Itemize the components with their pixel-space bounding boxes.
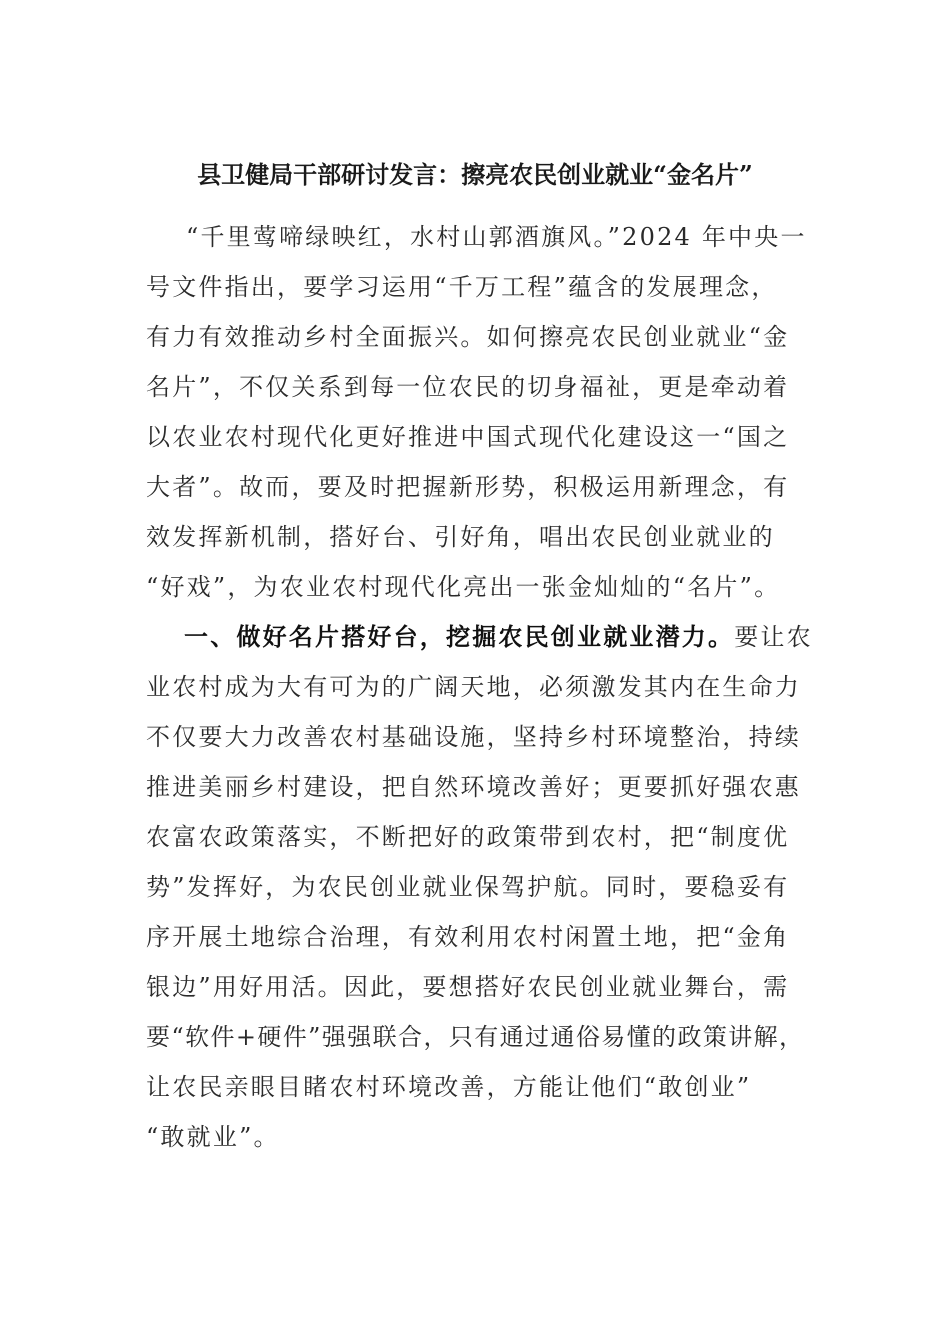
paragraph-2-line: 不仅要大力改善农村基础设施，坚持乡村环境整治，持续: [146, 723, 801, 751]
document-title: 县卫健局干部研讨发言：擦亮农民创业就业“金名片”: [197, 160, 753, 189]
paragraph-2-line: 序开展土地综合治理，有效利用农村闲置土地，把“金角: [146, 923, 790, 951]
paragraph-1-line: 效发挥新机制，搭好台、引好角，唱出农民创业就业的: [146, 523, 775, 551]
section-heading: 一、做好名片搭好台，挖掘农民创业就业潜力。: [184, 622, 735, 651]
paragraph-2-line: 要“软件+硬件”强强联合，只有通过通俗易懂的政策讲解，: [146, 1023, 805, 1051]
paragraph-2-line: 势”发挥好，为农民创业就业保驾护航。同时，要稳妥有: [146, 873, 790, 901]
paragraph-1-line: 号文件指出，要学习运用“千万工程”蕴含的发展理念，: [146, 273, 778, 301]
paragraph-1-line: “千里莺啼绿映红，水村山郭酒旗风。”2024 年中央一: [186, 223, 807, 251]
paragraph-1-line: “好戏”，为农业农村现代化亮出一张金灿灿的“名片”。: [146, 573, 781, 601]
paragraph-2-line: 银边”用好用活。因此，要想搭好农民创业就业舞台，需: [146, 973, 790, 1001]
paragraph-2-line: 农富农政策落实，不断把好的政策带到农村，把“制度优: [146, 823, 790, 851]
paragraph-2-line: 业农村成为大有可为的广阔天地，必须激发其内在生命力: [146, 673, 801, 701]
paragraph-2-line: 推进美丽乡村建设，把自然环境改善好；更要抓好强农惠: [146, 773, 801, 801]
paragraph-2-line: 让农民亲眼目睹农村环境改善，方能让他们“敢创业”: [146, 1073, 752, 1101]
paragraph-1-line: 名片”，不仅关系到每一位农民的切身福祉，更是牵动着: [146, 373, 790, 401]
paragraph-1-line: 以农业农村现代化更好推进中国式现代化建设这一“国之: [146, 423, 790, 451]
paragraph-2-text: 要让农: [734, 623, 813, 651]
paragraph-2-line: “敢就业”。: [146, 1123, 280, 1151]
paragraph-1-line: 有力有效推动乡村全面振兴。如何擦亮农民创业就业“金: [146, 323, 790, 351]
paragraph-1-line: 大者”。故而，要及时把握新形势，积极运用新理念，有: [146, 473, 790, 501]
paragraph-2-first-line: [184, 622, 813, 652]
